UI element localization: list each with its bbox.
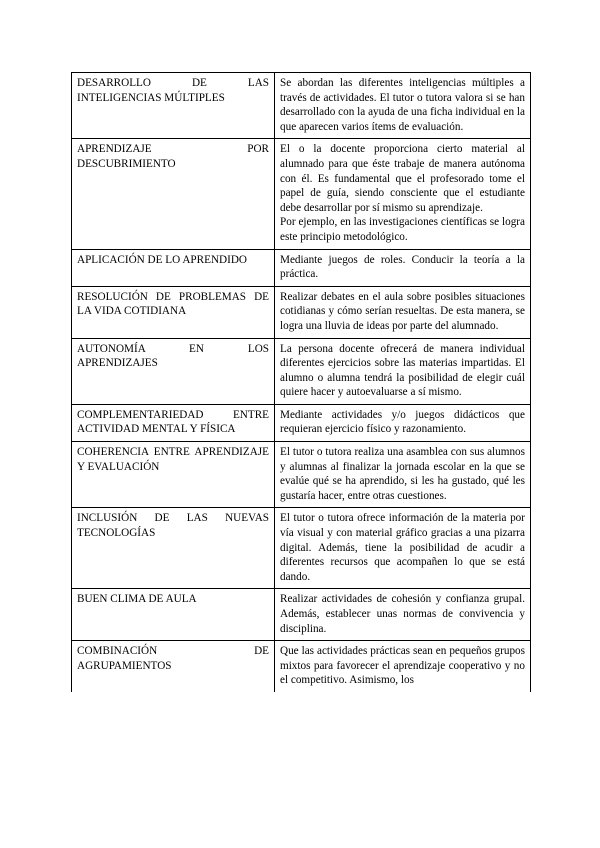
principle-cell: RESOLUCIÓN DE PROBLEMAS DE LA VIDA COTIDIANA [72, 286, 275, 338]
principle-cell: DESARROLLO DE LAS INTELIGENCIAS MÚLTIPLES [72, 73, 275, 139]
description-text: El tutor o tutora ofrece información de la materia por vía visual y con material gráfico gracias a una pizarra digital. Además, tiene la posibilidad de acudir a diferentes recursos que acompañen lo que se está dando. [280, 512, 525, 583]
description-text: Realizar debates en el aula sobre posibles situaciones cotidianas y cómo serían resueltas. De esta manera, se logra una lluvia de ideas por parte del alumnado. [280, 290, 525, 332]
description-text: Que las actividades prácticas sean en pequeños grupos mixtos para favorecer el aprendizaje cooperativo y no el competitivo. Asimismo, los [280, 645, 525, 687]
description-text: Mediante actividades y/o juegos didácticos que requieran ejercicio físico y razonamiento. [280, 408, 525, 436]
principle-cell: APRENDIZAJE POR DESCUBRIMIENTO [72, 139, 275, 249]
methodology-table [71, 72, 531, 692]
description-cell [275, 442, 531, 508]
table-row [72, 442, 531, 508]
description-cell [275, 139, 531, 249]
principle-cell: INCLUSIÓN DE LAS NUEVAS TECNOLOGÍAS [72, 508, 275, 589]
table-row [72, 404, 531, 441]
description-text: El o la docente proporciona cierto material al alumnado para que éste trabaje de manera autónoma con él. Es fundamental que el profesorado tome el papel de guía, siendo consciente que el estudiante debe desarrollar por sí mismo su aprendizaje. [280, 143, 525, 214]
principle-cell: AUTONOMÍA EN LOS APRENDIZAJES [72, 338, 275, 404]
principle-cell: BUEN CLIMA DE AULA [72, 589, 275, 641]
description-cell [275, 589, 531, 641]
table-row [72, 641, 531, 692]
table-row [72, 139, 531, 249]
table-row [72, 338, 531, 404]
table-row [72, 73, 531, 139]
table-row [72, 508, 531, 589]
table-row [72, 249, 531, 286]
principle-cell: APLICACIÓN DE LO APRENDIDO [72, 249, 275, 286]
description-text: La persona docente ofrecerá de manera individual diferentes ejercicios sobre las materias impartidas. El alumno o alumna tendrá la posibilidad de elegir cuál quiere hacer y autoevaluarse a sí mismo. [280, 342, 525, 399]
description-text: El tutor o tutora realiza una asamblea con sus alumnos y alumnas al finalizar la jornada escolar en la que se evalúe qué se ha aprendido, si les ha gustado, qué les gustaría hacer, entre otras cuestiones. [280, 446, 525, 502]
description-cell [275, 508, 531, 589]
description-cell [275, 286, 531, 338]
description-cell [275, 249, 531, 286]
description-text: Realizar actividades de cohesión y confianza grupal. Además, establecer unas normas de convivencia y disciplina. [280, 593, 525, 635]
description-cell [275, 641, 531, 692]
principle-cell: COHERENCIA ENTRE APRENDIZAJE Y EVALUACIÓN [72, 442, 275, 508]
description-text: Se abordan las diferentes inteligencias múltiples a través de actividades. El tutor o tutora valora si se han desarrollado con la ayuda de una ficha individual en la que aparecen varios ítems de evaluación. [280, 77, 525, 133]
principle-cell: COMBINACIÓN DE AGRUPAMIENTOS [72, 641, 275, 692]
table-row [72, 286, 531, 338]
description-cell [275, 73, 531, 139]
description-cell [275, 404, 531, 441]
description-text: Por ejemplo, en las investigaciones científicas se logra este principio metodológico. [280, 216, 525, 243]
table-row [72, 589, 531, 641]
principle-cell: COMPLEMENTARIEDAD ENTRE ACTIVIDAD MENTAL Y FÍSICA [72, 404, 275, 441]
description-text: Mediante juegos de roles. Conducir la teoría a la práctica. [280, 253, 525, 281]
description-cell [275, 338, 531, 404]
